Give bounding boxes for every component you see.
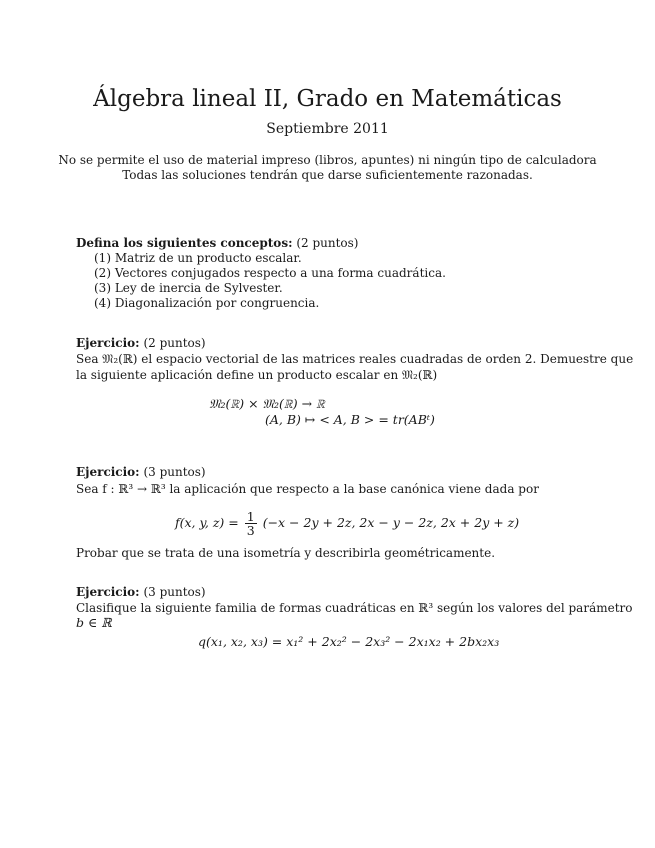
- exercise-3-text-1: Clasifique la siguiente familia de formas cuadráticas en ℝ³ según los valores del parámetro: [76, 601, 633, 615]
- concepts-heading-label: Defina los siguientes conceptos:: [76, 236, 293, 250]
- exercise-2-formula: [175, 510, 519, 537]
- exercise-2-text-1: Sea f : ℝ³ → ℝ³ la aplicación que respecto a la base canónica viene dada por: [76, 482, 539, 496]
- fraction-denominator: 3: [246, 523, 255, 538]
- exercise-3-label: Ejercicio:: [76, 585, 140, 599]
- concept-item: (4) Diagonalización por congruencia.: [94, 296, 320, 310]
- concept-item: (1) Matriz de un producto escalar.: [94, 251, 302, 265]
- page-title: Álgebra lineal II, Grado en Matemáticas: [93, 86, 562, 112]
- exercise-1-points: (2 puntos): [143, 336, 206, 350]
- formula-right: (−x − 2y + 2z, 2x − y − 2z, 2x + 2y + z): [262, 515, 520, 530]
- exercise-1-text-2: la siguiente aplicación define un producto escalar en 𝔐₂(ℝ): [76, 368, 438, 382]
- fraction-numerator: 1: [246, 509, 255, 524]
- exercise-2-text-2: Probar que se trata de una isometría y describirla geométricamente.: [76, 546, 496, 560]
- concept-item: (3) Ley de inercia de Sylvester.: [94, 281, 283, 295]
- instruction-line-1: No se permite el uso de material impreso (libros, apuntes) ni ningún tipo de calculadora: [58, 153, 597, 167]
- concepts-heading: [76, 236, 358, 250]
- exercise-1-map-domain: 𝔐₂(ℝ) × 𝔐₂(ℝ) → ℝ: [209, 396, 325, 411]
- exercise-2-label: Ejercicio:: [76, 465, 140, 479]
- exercise-3-text-2: b ∈ ℝ: [76, 615, 112, 630]
- concept-item: (2) Vectores conjugados respecto a una forma cuadrática.: [94, 266, 446, 280]
- exercise-1-text-1: Sea 𝔐₂(ℝ) el espacio vectorial de las matrices reales cuadradas de orden 2. Demuestre que: [76, 352, 634, 366]
- exercise-3-heading: [76, 585, 206, 599]
- exam-date: Septiembre 2011: [266, 121, 389, 137]
- exercise-2-heading: [76, 465, 206, 479]
- exercise-1-map-rule: (A, B) ↦ < A, B > = tr(ABᵗ): [265, 412, 435, 427]
- exercise-2-points: (3 puntos): [143, 465, 206, 479]
- instruction-line-2: Todas las soluciones tendrán que darse suficientemente razonadas.: [122, 168, 533, 182]
- exercise-1-label: Ejercicio:: [76, 336, 140, 350]
- exercise-3-formula: q(x₁, x₂, x₃) = x₁² + 2x₂² − 2x₃² − 2x₁x₂ + 2bx₂x₃: [198, 634, 500, 649]
- formula-fraction: [245, 510, 257, 537]
- exercise-3-points: (3 puntos): [143, 585, 206, 599]
- concepts-points: (2 puntos): [296, 236, 359, 250]
- formula-left: f(x, y, z) =: [175, 515, 239, 530]
- exercise-1-heading: [76, 336, 206, 350]
